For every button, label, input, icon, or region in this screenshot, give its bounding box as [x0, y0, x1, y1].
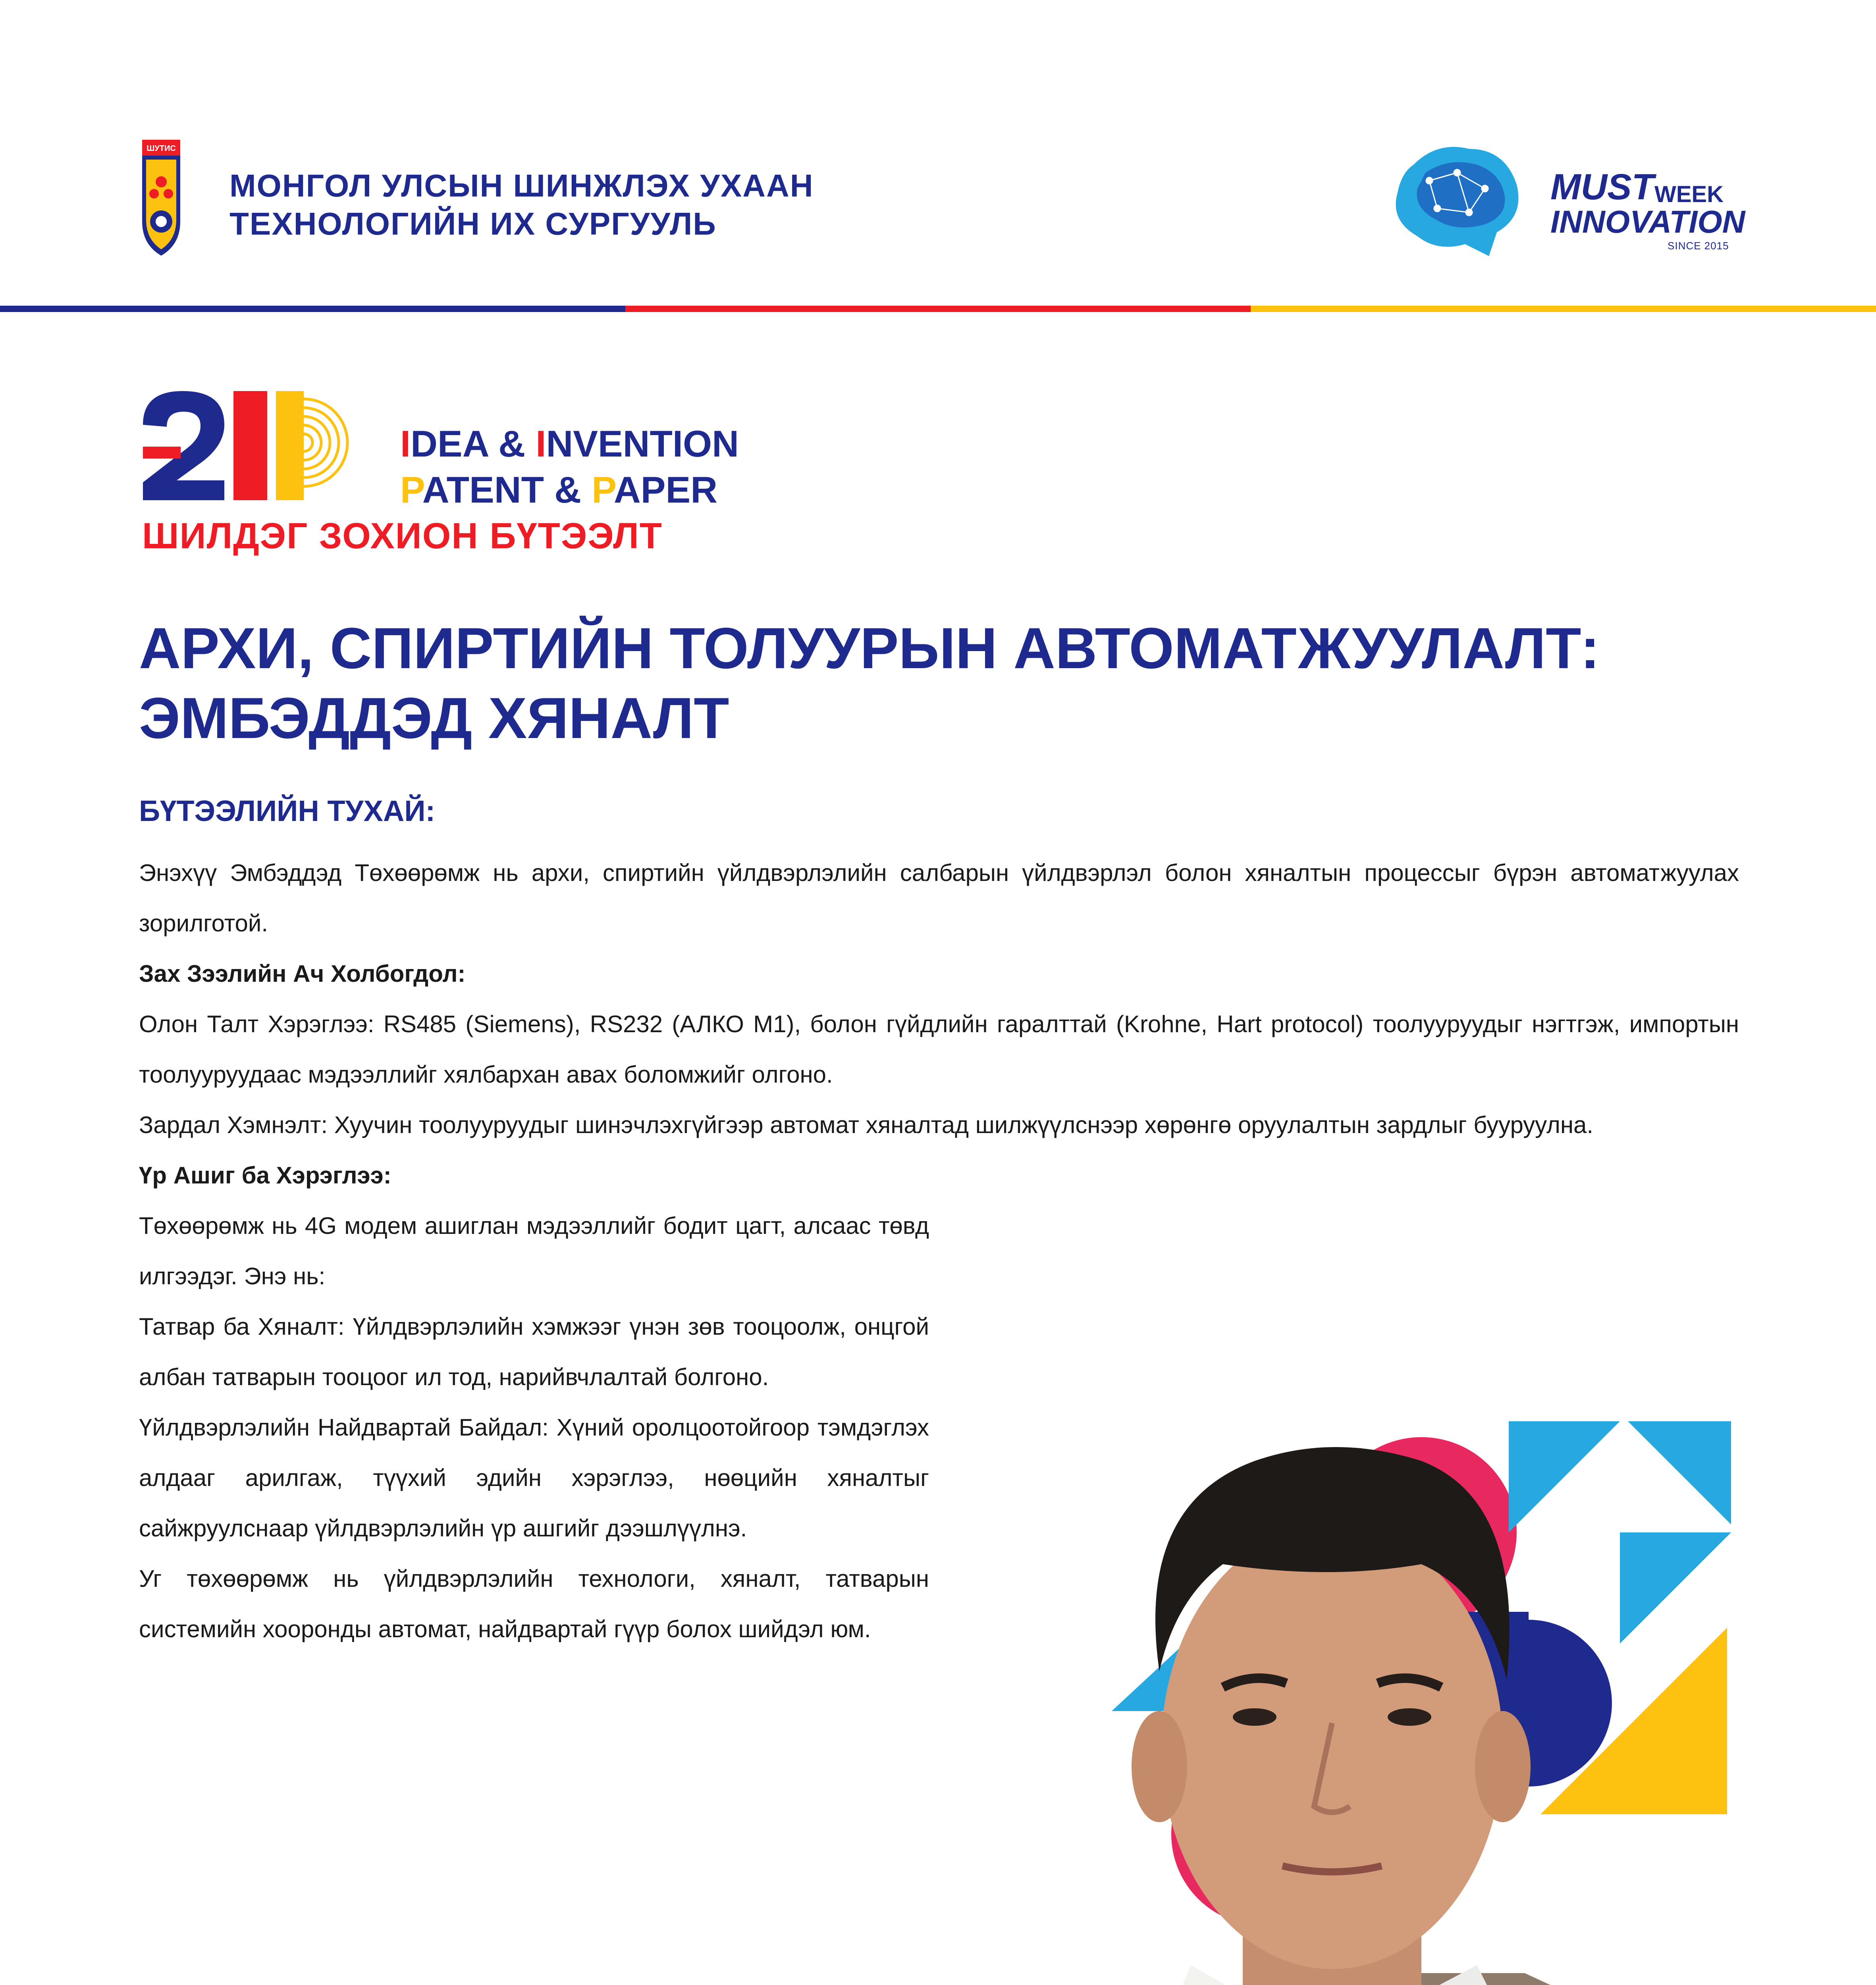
title-line2: ЭМБЭДДЭД ХЯНАЛТ: [139, 686, 729, 750]
title-line1: АРХИ, СПИРТИЙН ТОЛУУРЫН АВТОМАТЖУУЛАЛТ:: [139, 616, 1600, 680]
tagline-line2: PATENT & PAPER: [400, 469, 718, 511]
benefit-heading: Үр Ашиг ба Хэрэглээ:: [139, 1162, 391, 1189]
flagship-label: ШИЛДЭГ ЗОХИОН БҮТЭЭЛТ: [142, 516, 663, 556]
must-innovation-week-logo: [1550, 167, 1745, 252]
program-tagline: [400, 421, 739, 513]
logo-since: SINCE 2015: [1668, 240, 1729, 252]
invention-title: [139, 613, 1727, 753]
market-paragraph-1: Олон Талт Хэрэглээ: RS485 (Siemens), RS232 (АЛКО М1), болон гүйдлийн гаралттай (Krohne, Hart protocol) тоолууруудыг нэгтгэж, импортын тоолууруудаас мэдээллийг хялбархан авах боломжийг олгоно.: [139, 1011, 1739, 1088]
university-emblem-icon: [141, 138, 182, 257]
market-heading: Зах Зээлийн Ач Холбогдол:: [139, 960, 466, 987]
university-name-line1: МОНГОЛ УЛСЫН ШИНЖЛЭХ УХААН: [229, 168, 814, 203]
tagline-line1: IDEA & INVENTION: [400, 423, 739, 464]
2ip-logo: [139, 387, 377, 502]
university-name: [229, 167, 814, 243]
market-paragraph-2: Зардал Хэмнэлт: Хуучин тоолууруудыг шинэчлэхгүйгээр автомат хяналтад шилжүүлснээр хөрөнгө оруулалтын зардлыг бууруулна.: [139, 1112, 1594, 1138]
about-heading: БҮТЭЭЛИЙН ТУХАЙ:: [139, 794, 436, 827]
logo-must: MUST: [1550, 167, 1654, 207]
benefit-paragraph-1: Төхөөрөмж нь 4G модем ашиглан мэдээллийг бодит цагт, алсаас төвд илгээдэг. Энэ нь:: [139, 1212, 929, 1289]
about-intro: Энэхүү Эмбэддэд Төхөөрөмж нь архи, спиртийн үйлдвэрлэлийн салбарын үйлдвэрлэл болон хяналтын процессыг бүрэн автоматжуулах зорилготой.: [139, 860, 1739, 937]
university-name-line2: ТЕХНОЛОГИЙН ИХ СУРГУУЛЬ: [229, 206, 717, 241]
logo-week: WEEK: [1654, 181, 1724, 207]
brain-network-icon: [1390, 141, 1525, 260]
benefit-paragraph-2: Татвар ба Хяналт: Үйлдвэрлэлийн хэмжээг үнэн зөв тооцоолж, онцгой албан татварын тооцоог ил тод, нарийвчлалтай болгоно.: [139, 1313, 929, 1390]
benefit-paragraph-4: Уг төхөөрөмж нь үйлдвэрлэлийн технологи, хяналт, татварын системийн хооронды автомат, найдвартай гүүр болох шийдэл юм.: [139, 1565, 929, 1642]
logo-innovation: INNOVATION: [1550, 204, 1745, 239]
benefit-paragraph-3: Үйлдвэрлэлийн Найдвартай Байдал: Хүний оролцоотойгоор тэмдэглэх алдааг арилгаж, түүхий эдийн хэрэглээ, нөөцийн хяналтыг сайжруулснаар үйлдвэрлэлийн үр ашгийг дээшлүүлнэ.: [139, 1414, 929, 1542]
emblem-label: ШУТИС: [147, 144, 176, 153]
author-photo: [913, 1290, 1737, 1985]
header-color-bar: [0, 306, 1876, 312]
